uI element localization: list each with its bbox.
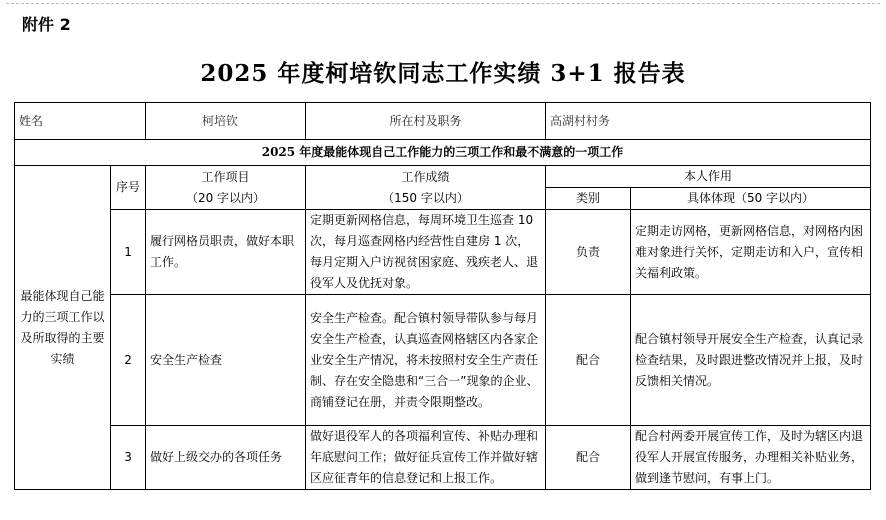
row-index: 3: [111, 426, 146, 490]
row-category: 负责: [546, 210, 631, 295]
achievement-header-limit: （150 字以内）: [382, 190, 469, 205]
row-achievement: 安全生产检查。配合镇村领导带队参与每月安全生产检查，认真巡查网格辖区内各家企业安全生产情况，将未按照村安全生产责任制、存在安全隐患和“三合一”现象的企业、商铺登记在册，并责令限期整改。: [306, 295, 546, 426]
achievement-header: [306, 166, 546, 210]
row-detail: 配合村两委开展宣传工作，及时为辖区内退役军人开展宣传服务，办理相关补贴业务，做到逢节慰问，有事上门。: [631, 426, 871, 490]
page-top-rule: [6, 3, 880, 4]
row-achievement: 做好退役军人的各项福利宣传、补贴办理和年底慰问工作；做好征兵宣传工作并做好辖区应征青年的信息登记和上报工作。: [306, 426, 546, 490]
column-header-row: [15, 166, 871, 188]
row-category: 配合: [546, 426, 631, 490]
row-index: 2: [111, 295, 146, 426]
report-table: [14, 102, 871, 490]
project-header-limit: （20 字以内）: [185, 190, 266, 205]
row-project: 履行网格员职责，做好本职工作。: [146, 210, 306, 295]
role-header: 本人作用: [546, 166, 871, 188]
row-category: 配合: [546, 295, 631, 426]
name-value: 柯培钦: [146, 103, 306, 140]
achievement-header-title: 工作成绩: [401, 169, 450, 184]
row-detail: 定期走访网格，更新网格信息，对网格内困难对象进行关怀，定期走访和入户，宣传相关福利政策。: [631, 210, 871, 295]
index-header: 序号: [111, 166, 146, 210]
section-header: 2025 年度最能体现自己工作能力的三项工作和最不满意的一项工作: [15, 140, 871, 166]
table-row: [15, 210, 871, 295]
row-project: 安全生产检查: [146, 295, 306, 426]
document-title: 2025 年度柯培钦同志工作实绩 3+1 报告表: [200, 60, 686, 87]
position-label: 所在村及职务: [306, 103, 546, 140]
name-label: 姓名: [15, 103, 146, 140]
detail-header: 具体体现（50 字以内）: [631, 188, 871, 210]
side-label: 最能体现自己能力的三项工作以及所取得的主要实绩: [15, 166, 111, 490]
row-index: 1: [111, 210, 146, 295]
attachment-label: 附件 2: [22, 15, 71, 34]
identity-row: [15, 103, 871, 140]
row-project: 做好上级交办的各项任务: [146, 426, 306, 490]
section-header-row: [15, 140, 871, 166]
project-header-title: 工作项目: [201, 169, 250, 184]
table-row: [15, 295, 871, 426]
table-row: [15, 426, 871, 490]
category-header: 类别: [546, 188, 631, 210]
position-value: 高湖村村务: [546, 103, 871, 140]
row-detail: 配合镇村领导开展安全生产检查，认真记录检查结果，及时跟进整改情况并上报，及时反馈相关情况。: [631, 295, 871, 426]
row-achievement: 定期更新网格信息，每周环境卫生巡查 10 次，每月巡查网格内经营性自建房 1 次，每月定期入户访视贫困家庭、残疾老人、退役军人及优抚对象。: [306, 210, 546, 295]
project-header: [146, 166, 306, 210]
